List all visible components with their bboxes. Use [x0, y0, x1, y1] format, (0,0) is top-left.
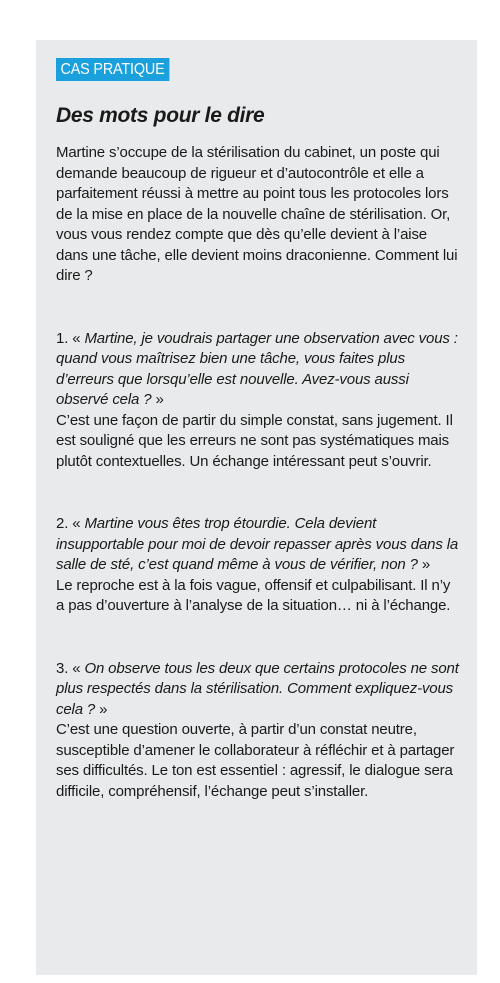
example-comment: Le reproche est à la fois vague, offensif et culpabilisant. Il n’y a pas d’ouverture à l’analyse de la situation… ni à l’échange.	[56, 576, 451, 614]
case-study-intro: Martine s’occupe de la stérilisation du cabinet, un poste qui demande beaucoup de rigueur et d’autocontrôle et elle a parfaitement réussi à mettre au point tous les protocoles lors de la mise en place de la nouvelle chaîne de stérilisation. Or, vous vous rendez compte que dès qu’elle devient à l’aise dans une tâche, elle devient moins draconienne. Comment lui dire ?	[56, 144, 458, 284]
case-study-badge: CAS PRATIQUE	[56, 58, 169, 81]
quote-suffix: »	[95, 700, 108, 718]
example-quote	[56, 329, 461, 411]
quote-text: On observe tous les deux que certains protocoles ne sont plus respectés dans la stérilisation. Comment expliquez-vous cela ?	[56, 659, 459, 718]
quote-text: Martine vous êtes trop étourdie. Cela devient insupportable pour moi de devoir repasser après vous dans la salle de sté, c’est quand même à vous de vérifier, non ?	[56, 515, 459, 573]
quote-suffix: »	[151, 391, 164, 408]
example-item-2	[56, 514, 461, 617]
example-item-3	[56, 659, 461, 803]
quote-suffix: »	[417, 556, 431, 573]
example-comment: C’est une façon de partir du simple constat, sans jugement. Il est souligné que les erreurs ne sont pas systématiques mais plutôt contextuelles. Un échange intéressant peut s’ouvrir.	[56, 411, 453, 470]
case-study-box	[36, 40, 477, 975]
quote-prefix: 3. «	[56, 659, 85, 677]
example-quote	[56, 514, 461, 576]
quote-prefix: 1. «	[56, 329, 85, 347]
quote-prefix: 2. «	[56, 515, 85, 532]
example-quote	[56, 659, 461, 721]
example-comment: C’est une question ouverte, à partir d’un constat neutre, susceptible d’amener le collaborateur à réfléchir et à partager ses difficultés. Le ton est essentiel : agressif, le dialogue sera difficile, compréhensif, l’échange peut s’installer.	[56, 721, 455, 800]
example-item-1	[56, 329, 461, 473]
quote-text: Martine, je voudrais partager une observation avec vous : quand vous maîtrisez bien une tâche, vous faites plus d’erreurs que lorsqu’elle est nouvelle. Avez-vous aussi observé cela ?	[56, 329, 458, 408]
case-study-title: Des mots pour le dire	[56, 104, 265, 127]
